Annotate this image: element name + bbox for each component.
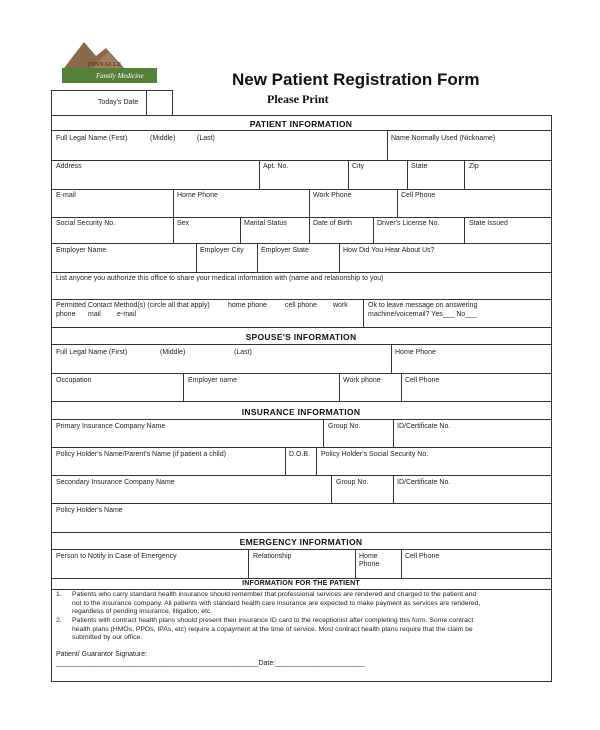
spouse-employer-label: Employer name (188, 377, 238, 384)
middle-name-label: (Middle) (150, 135, 176, 142)
home-phone-label: Home Phone (177, 192, 218, 199)
policy-holder-label: Policy Holder's Name/Parent's Name (if patient a child) (56, 451, 226, 458)
id-certificate-label: ID/Certificate No. (397, 423, 451, 430)
spouse-middle-label: (Middle) (160, 349, 186, 356)
marital-label: Marital Status (244, 220, 287, 227)
employer-city-label: Employer City (200, 247, 244, 254)
voicemail-label: machine/voicemail? Yes___ No___ (368, 311, 477, 318)
logo-name: PINNACLE (88, 62, 122, 68)
emergency-phone-label: Phone (359, 561, 380, 568)
emergency-info-heading: EMERGENCY INFORMATION (239, 537, 363, 547)
contact-cell-option[interactable]: cell phone (285, 302, 317, 309)
todays-date-label: Today's Date (98, 99, 139, 106)
group-no-label: Group No. (328, 423, 361, 430)
form-title: New Patient Registration Form (232, 70, 480, 89)
signature-date-line[interactable]: ____________________________________________________Date:_______________________ (56, 660, 365, 667)
id-certificate-2-label: ID/Certificate No. (397, 479, 451, 486)
emergency-relationship-label: Relationship (253, 553, 292, 560)
nickname-field[interactable] (388, 144, 549, 159)
spouse-info-heading: SPOUSE'S INFORMATION (245, 332, 357, 342)
dob-label: Date of Birth (313, 220, 352, 227)
emergency-cell-label: Cell Phone (405, 553, 440, 560)
contact-phone-option[interactable]: phone (56, 311, 76, 318)
group-no-2-label: Group No. (336, 479, 369, 486)
contact-email-option[interactable]: e-mail (117, 311, 137, 318)
secondary-insurance-label: Secondary Insurance Company Name (56, 479, 175, 486)
state-label: State (411, 163, 428, 170)
spouse-home-phone-label: Home Phone (395, 349, 436, 356)
employer-label: Employer Name (56, 247, 107, 254)
spouse-occupation-label: Occupation (56, 377, 92, 384)
contact-work-option[interactable]: work (333, 302, 348, 309)
holder-dob-label: D.O.B. (289, 451, 311, 458)
address-label: Address (56, 163, 82, 170)
spouse-last-label: (Last) (234, 349, 252, 356)
heard-label: How Did You Hear About Us? (343, 247, 435, 254)
notice-2-text: Patients with contract health plans should present their insurance ID card to the receptionist after completing this form. Some contract health plans (HMOs, PPOs, IPAs, etc) require a copayment at the time of service. Most contract health plans require that the claim be submitted by our office. (72, 617, 474, 642)
insurance-info-heading: INSURANCE INFORMATION (241, 407, 361, 417)
legal-name-field[interactable] (52, 144, 386, 159)
ssn-label: Social Security No. (56, 220, 116, 227)
email-label: E-mail (56, 192, 76, 199)
authorize-label: List anyone you authorize this office to share your medical information with (name and relationship to you) (56, 275, 384, 282)
employer-state-label: Employer State (261, 247, 309, 254)
emergency-home-label: Home (359, 553, 378, 560)
contact-mail-option[interactable]: mail (88, 311, 101, 318)
legal-name-label: Full Legal Name (First) (56, 135, 128, 142)
notice-2-number: 2. (56, 617, 62, 624)
spouse-legal-name-label: Full Legal Name (First) (56, 349, 128, 356)
cell-phone-label: Cell Phone (401, 192, 436, 199)
patient-notice-heading: INFORMATION FOR THE PATIENT (242, 580, 360, 587)
contact-method-label: Permitted Contact Method(s) (circle all that apply) (56, 302, 210, 309)
contact-home-option[interactable]: home phone (228, 302, 267, 309)
license-label: Driver's License No. (377, 220, 440, 227)
form-subtitle: Please Print (267, 92, 329, 106)
work-phone-label: Work Phone (313, 192, 352, 199)
primary-insurance-label: Primary Insurance Company Name (56, 423, 166, 430)
notice-1-number: 1. (56, 591, 62, 598)
sex-label: Sex (177, 220, 190, 227)
spouse-work-phone-label: Work phone (343, 377, 381, 384)
notice-1-text: Patients who carry standard health insurance should remember that professional services are rendered and charged to the patient and not to the insurance company. All patients with standard health care insurance are expected to make payment as services are rendered, regardless of pending insurance, litigation, etc. (72, 591, 481, 616)
message-ok-label: Ok to leave message on answering (368, 302, 478, 309)
pinnacle-logo (62, 38, 158, 86)
apt-label: Apt. No. (263, 163, 289, 170)
holder-ssn-label: Policy Holder's Social Security No. (321, 451, 429, 458)
signature-label: Patient/ Guarantor Signature: (56, 651, 148, 658)
zip-label: Zip (469, 163, 479, 170)
state-issued-label: State Issued (469, 220, 508, 227)
city-label: City (352, 163, 365, 170)
spouse-cell-phone-label: Cell Phone (405, 377, 440, 384)
policy-holder-2-label: Policy Holder's Name (56, 507, 123, 514)
logo-tagline: Family Medicine (96, 72, 144, 80)
last-name-label: (Last) (197, 135, 215, 142)
emergency-person-label: Person to Notify in Case of Emergency (56, 553, 177, 560)
patient-info-heading: PATIENT INFORMATION (249, 119, 353, 129)
nickname-label: Name Normally Used (Nickname) (391, 135, 496, 142)
